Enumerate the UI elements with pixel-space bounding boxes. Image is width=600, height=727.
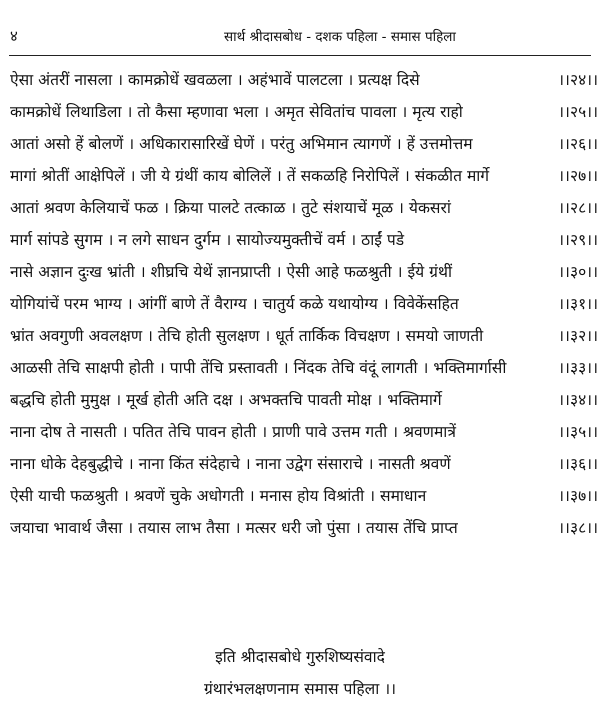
verse-number: ।।३५।। bbox=[558, 423, 598, 441]
verse-number: ।।३२।। bbox=[558, 327, 598, 345]
verse-line bbox=[10, 352, 598, 384]
header-rule bbox=[9, 55, 591, 56]
verse-text: आतां असो हें बोलणें । अधिकारासारिखें घेणें । परंतु अभिमान त्यागणें । हें उत्तमोत्तम bbox=[10, 135, 473, 153]
verse-number: ।।२९।। bbox=[558, 231, 598, 249]
verse-text: कामक्रोधें लिथाडिला । तो कैसा म्हणावा भला । अमृत सेवितांच पावला । मृत्य राहो bbox=[10, 103, 463, 121]
verse-line bbox=[10, 256, 598, 288]
verse-line bbox=[10, 64, 598, 96]
verse-line bbox=[10, 416, 598, 448]
verse-line bbox=[10, 96, 598, 128]
verse-number: ।।३१।। bbox=[558, 295, 598, 313]
verse-text: जयाचा भावार्थ जैसा । तयास लाभ तैसा । मत्सर धरी जो पुंसा । तयास तेंचि प्राप्त bbox=[10, 519, 458, 537]
verse-number: ।।२६।। bbox=[558, 135, 598, 153]
verse-number: ।।२५।। bbox=[558, 103, 598, 121]
page-number: ४ bbox=[10, 27, 18, 45]
verse-line bbox=[10, 320, 598, 352]
verse-number: ।।३०।। bbox=[558, 263, 598, 281]
verse-text: मार्ग सांपडे सुगम । न लगे साधन दुर्गम । सायोज्यमुक्तीचें वर्म । ठाईं पडे bbox=[10, 231, 405, 249]
verse-number: ।।३६।। bbox=[558, 455, 598, 473]
verse-text: नासे अज्ञान दुःख भ्रांती । शीघ्रचि येथें ज्ञानप्राप्ती । ऐसी आहे फळश्रुती । ईये ग्रंथीं bbox=[10, 263, 452, 281]
verse-number: ।।३३।। bbox=[558, 359, 598, 377]
verse-text: नाना धोके देहबुद्धीचे । नाना किंत संदेहाचे । नाना उद्वेग संसाराचे । नासती श्रवणें bbox=[10, 455, 451, 473]
verse-text: बद्धचि होती मुमुक्ष । मूर्ख होती अति दक्ष । अभक्तचि पावती मोक्ष । भक्तिमार्गे bbox=[10, 391, 442, 409]
verse-text: आतां श्रवण केलियाचें फळ । क्रिया पालटे तत्काळ । तुटे संशयाचें मूळ । येकसरां bbox=[10, 199, 451, 217]
verse-text: योगियांचें परम भाग्य । आंगीं बाणे तें वैराग्य । चातुर्य कळे यथायोग्य । विवेकेंसहित bbox=[10, 295, 459, 313]
running-head: सार्थ श्रीदासबोध - दशक पहिला - समास पहिला bbox=[224, 29, 456, 45]
verse-number: ।।२७।। bbox=[558, 167, 598, 185]
verse-line bbox=[10, 288, 598, 320]
colophon-line-2: ग्रंथारंभलक्षणनाम समास पहिला ।। bbox=[203, 680, 397, 698]
verse-line bbox=[10, 384, 598, 416]
verse-line bbox=[10, 128, 598, 160]
verse-text: आळसी तेचि साक्षपी होती । पापी तेंचि प्रस्तावती । निंदक तेचि वंदूं लागती । भक्तिमार्गासी bbox=[10, 359, 507, 377]
verse-line bbox=[10, 512, 598, 544]
verse-number: ।।३४।। bbox=[558, 391, 598, 409]
verse-number: ।।३८।। bbox=[558, 519, 598, 537]
verse-text: ऐसी याची फळश्रुती । श्रवणें चुके अधोगती । मनास होय विश्रांती । समाधान bbox=[10, 487, 427, 505]
verse-number: ।।३७।। bbox=[558, 487, 598, 505]
verse-text: भ्रांत अवगुणी अवलक्षण । तेचि होती सुलक्षण । धूर्त तार्किक विचक्षण । समयो जाणती bbox=[10, 327, 484, 345]
verse-number: ।।२४।। bbox=[558, 71, 598, 89]
verse-line bbox=[10, 224, 598, 256]
page-header bbox=[10, 26, 590, 50]
verse-line bbox=[10, 448, 598, 480]
verse-list bbox=[10, 64, 598, 544]
colophon-line-1: इति श्रीदासबोधे गुरुशिष्यसंवादे bbox=[215, 648, 385, 666]
verse-text: नाना दोष ते नासती । पतित तेचि पावन होती । प्राणी पावे उत्तम गती । श्रवणमात्रें bbox=[10, 423, 456, 441]
verse-line bbox=[10, 480, 598, 512]
verse-number: ।।२८।। bbox=[558, 199, 598, 217]
verse-text: ऐसा अंतरीं नासला । कामक्रोधें खवळला । अहंभावें पालटला । प्रत्यक्ष दिसे bbox=[10, 71, 420, 89]
verse-line bbox=[10, 192, 598, 224]
verse-line bbox=[10, 160, 598, 192]
verse-text: मागां श्रोतीं आक्षेपिलें । जी ये ग्रंथीं काय बोलिलें । तें सकळहि निरोपिलें । संकळीत मार्गे bbox=[10, 167, 490, 185]
